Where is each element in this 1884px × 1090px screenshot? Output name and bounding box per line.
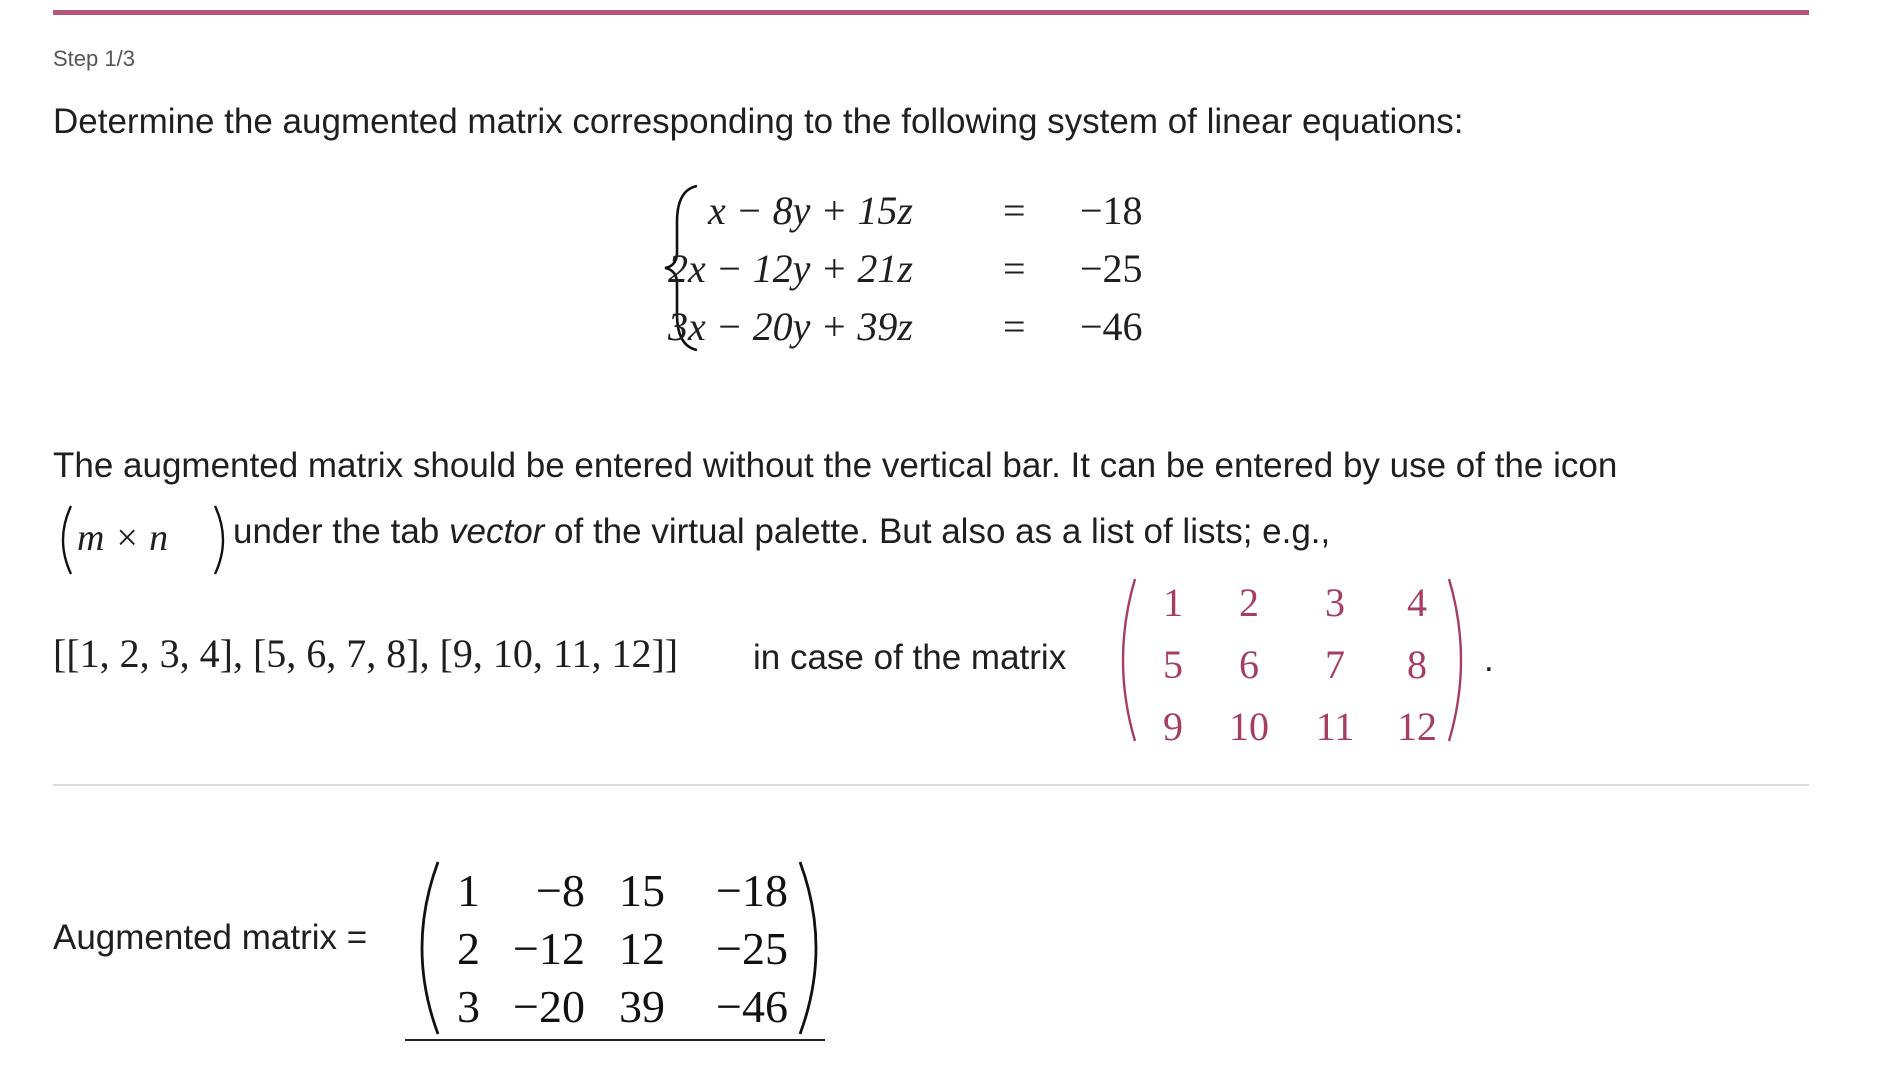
instruction-line-2 xyxy=(53,500,1553,580)
instruction-line-1: The augmented matrix should be entered without the vertical bar. It can be entered by use of the icon xyxy=(53,446,1618,485)
in-case-text: in case of the matrix xyxy=(753,638,1067,677)
answer-matrix-cell: −25 xyxy=(716,923,788,974)
example-matrix-cell: 5 xyxy=(1163,642,1183,687)
example-matrix-cell: 6 xyxy=(1239,642,1259,687)
equation-equals: = xyxy=(1003,188,1026,233)
equation-rhs: −46 xyxy=(1080,304,1143,349)
list-example-text: [[1, 2, 3, 4], [5, 6, 7, 8], [9, 10, 11, 12]] xyxy=(53,631,679,676)
equation-row xyxy=(667,298,1203,356)
example-matrix-cell: 7 xyxy=(1325,642,1345,687)
example-matrix-cell: 3 xyxy=(1325,580,1345,625)
answer-matrix-cell: 12 xyxy=(619,923,665,974)
equation-lhs: 3x − 20y + 39z xyxy=(667,304,913,349)
equation-equals: = xyxy=(1003,304,1026,349)
answer-matrix-cell: −8 xyxy=(536,865,585,916)
example-matrix-cell: 9 xyxy=(1163,704,1183,749)
example-matrix-cell: 1 xyxy=(1163,580,1183,625)
answer-matrix-cell: −12 xyxy=(513,923,585,974)
equation-rhs: −18 xyxy=(1080,188,1143,233)
equation-lhs: 2x − 12y + 21z xyxy=(667,246,913,291)
trailing-period: . xyxy=(1484,640,1494,679)
equation-lhs: x − 8y + 15z xyxy=(707,188,913,233)
answer-matrix-cell: 3 xyxy=(457,981,480,1032)
example-matrix-cell: 10 xyxy=(1229,704,1269,749)
top-accent-bar xyxy=(53,10,1809,15)
step-label: Step 1/3 xyxy=(53,46,135,71)
equation-equals: = xyxy=(1003,246,1026,291)
equation-row xyxy=(703,182,1203,240)
example-matrix-cell: 8 xyxy=(1407,642,1427,687)
equation-row xyxy=(667,240,1203,298)
answer-label: Augmented matrix = xyxy=(53,918,368,957)
instruction-line-2-text: under the tab vector of the virtual palette. But also as a list of lists; e.g., xyxy=(233,512,1331,551)
answer-matrix-cell: −46 xyxy=(716,981,788,1032)
vector-tab-name: vector xyxy=(449,512,545,551)
answer-matrix-cell: 15 xyxy=(619,865,665,916)
equation-system xyxy=(663,182,1203,354)
intro-text: Determine the augmented matrix corresponding to the following system of linear equations: xyxy=(53,102,1464,141)
matrix-mxn-icon xyxy=(53,500,233,580)
example-matrix-cell: 11 xyxy=(1315,704,1355,749)
answer-matrix-cell: 2 xyxy=(457,923,480,974)
example-matrix-cell: 2 xyxy=(1239,580,1259,625)
answer-matrix-cell: −20 xyxy=(513,981,585,1032)
answer-matrix-cell: 1 xyxy=(457,865,480,916)
example-matrix xyxy=(1113,575,1473,749)
answer-matrix-cell: −18 xyxy=(716,865,788,916)
answer-underline xyxy=(405,1039,825,1041)
matrix-icon-label: m × n xyxy=(77,517,169,559)
answer-matrix[interactable] xyxy=(410,858,830,1038)
example-matrix-cell: 4 xyxy=(1407,580,1427,625)
section-divider xyxy=(53,784,1809,786)
answer-matrix-cell: 39 xyxy=(619,981,665,1032)
example-matrix-cell: 12 xyxy=(1397,704,1437,749)
equation-rhs: −25 xyxy=(1080,246,1143,291)
